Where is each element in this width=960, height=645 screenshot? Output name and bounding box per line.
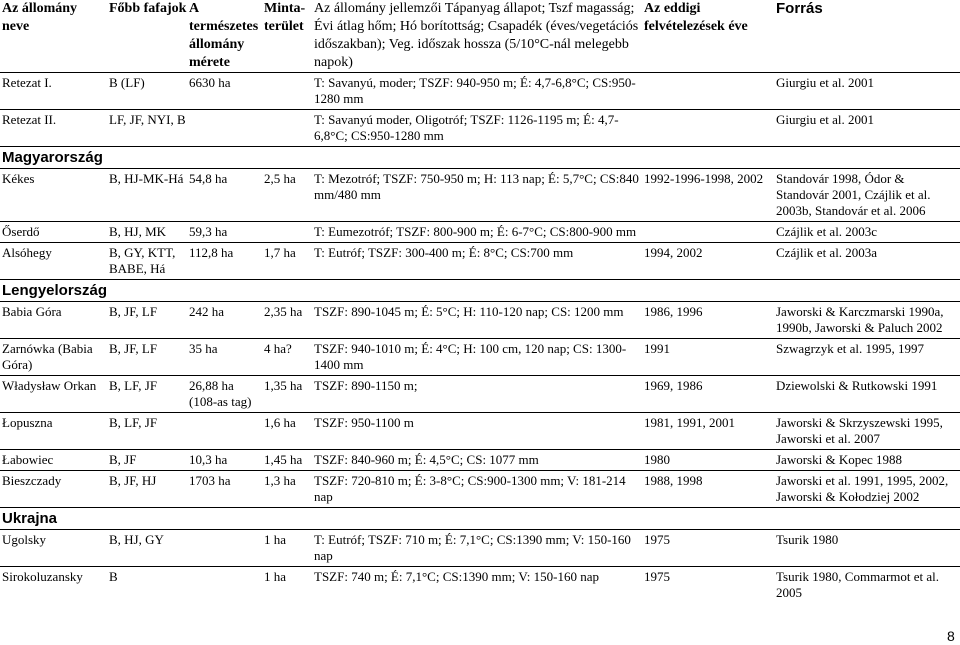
cell-stand-size: 242 ha <box>187 302 262 339</box>
cell-stand-size: 54,8 ha <box>187 169 262 222</box>
cell-characteristics: TSZF: 720-810 m; É: 3-8°C; CS:900-1300 mm; V: 181-214 nap <box>312 471 642 508</box>
header-sample-area: Minta-terület <box>264 1 306 34</box>
cell-stand-name: Alsóhegy <box>0 243 107 280</box>
cell-sample-area: 2,35 ha <box>262 302 312 339</box>
table-header <box>0 0 960 73</box>
cell-sample-area: 1,3 ha <box>262 471 312 508</box>
cell-stand-name: Őserdő <box>0 222 107 243</box>
cell-source: Szwagrzyk et al. 1995, 1997 <box>774 339 960 376</box>
cell-stand-size: 6630 ha <box>189 75 231 90</box>
cell-survey-years: 1975 <box>642 530 774 567</box>
country-label: Lengyelország <box>0 280 960 302</box>
cell-main-species: B, GY, KTT, BABE, Há <box>107 243 187 280</box>
cell-source: Giurgiu et al. 2001 <box>774 110 960 147</box>
cell-survey-years: 1975 <box>642 567 774 604</box>
country-heading <box>0 147 960 169</box>
cell-sample-area: 1 ha <box>262 530 312 567</box>
cell-sample-area <box>262 222 312 243</box>
table-row <box>0 450 960 471</box>
cell-main-species: B, JF, LF <box>107 339 187 376</box>
cell-sample-area: 2,5 ha <box>262 169 312 222</box>
cell-characteristics: TSZF: 840-960 m; É: 4,5°C; CS: 1077 mm <box>312 450 642 471</box>
cell-characteristics: T: Eumezotróf; TSZF: 800-900 m; É: 6-7°C; CS:800-900 mm <box>312 222 642 243</box>
cell-survey-years <box>642 73 774 110</box>
cell-survey-years: 1988, 1998 <box>642 471 774 508</box>
cell-source: Giurgiu et al. 2001 <box>776 75 874 90</box>
cell-stand-name: Władysław Orkan <box>0 376 107 413</box>
cell-stand-name: Łopuszna <box>0 413 107 450</box>
cell-main-species: B, LF, JF <box>107 413 187 450</box>
cell-stand-size <box>187 567 262 604</box>
cell-sample-area: 1 ha <box>262 567 312 604</box>
cell-survey-years <box>642 110 774 147</box>
cell-stand-name: Retezat I. <box>2 75 52 90</box>
table-row <box>0 169 960 222</box>
cell-stand-size: 10,3 ha <box>187 450 262 471</box>
table-row <box>0 110 960 147</box>
cell-stand-size: 35 ha <box>187 339 262 376</box>
cell-main-species: B <box>107 567 187 604</box>
table-body <box>0 73 960 604</box>
table-row <box>0 413 960 450</box>
cell-main-species: B, HJ, MK <box>107 222 187 243</box>
cell-characteristics: T: Savanyú moder, Oligotróf; TSZF: 1126-1195 m; É: 4,7-6,8°C; CS:950-1280 mm <box>312 110 642 147</box>
cell-main-species: B (LF) <box>109 75 145 90</box>
cell-source: Standovár 1998, Ódor & Standovár 2001, Czájlik et al. 2003b, Standovár et al. 2006 <box>774 169 960 222</box>
page-number: 8 <box>947 628 955 644</box>
country-label: Ukrajna <box>0 508 960 530</box>
header-characteristics: Az állomány jellemzői Tápanyag állapot; Tszf magasság; Évi átlag hőm; Hó borítottság; Csapadék (éves/vegetációs időszakban); Veg. időszak hossza (5/10°C-nál melegebb napok) <box>314 1 639 70</box>
cell-stand-size <box>187 110 262 147</box>
header-source: Forrás <box>776 0 823 17</box>
cell-sample-area: 1,35 ha <box>262 376 312 413</box>
cell-characteristics: T: Savanyú, moder; TSZF: 940-950 m; É: 4,7-6,8°C; CS:950-1280 mm <box>314 75 636 106</box>
header-stand-name: Az állomány neve <box>2 1 78 34</box>
cell-source: Jaworski & Karczmarski 1990a, 1990b, Jaworski & Paluch 2002 <box>774 302 960 339</box>
cell-stand-name: Retezat II. <box>0 110 107 147</box>
table-row <box>0 339 960 376</box>
cell-characteristics: TSZF: 890-1045 m; É: 5°C; H: 110-120 nap; CS: 1200 mm <box>312 302 642 339</box>
header-main-species: Főbb fafajok <box>109 1 187 16</box>
cell-stand-name: Babia Góra <box>0 302 107 339</box>
cell-stand-size: 26,88 ha (108-as tag) <box>187 376 262 413</box>
cell-characteristics: T: Mezotróf; TSZF: 750-950 m; H: 113 nap; É: 5,7°C; CS:840 mm/480 mm <box>312 169 642 222</box>
cell-source: Dziewolski & Rutkowski 1991 <box>774 376 960 413</box>
cell-survey-years: 1980 <box>642 450 774 471</box>
country-heading <box>0 508 960 530</box>
cell-survey-years: 1994, 2002 <box>642 243 774 280</box>
cell-stand-name: Łabowiec <box>0 450 107 471</box>
cell-characteristics: TSZF: 950-1100 m <box>312 413 642 450</box>
table-row <box>0 376 960 413</box>
cell-source: Jaworski et al. 1991, 1995, 2002, Jaworski & Kołodziej 2002 <box>774 471 960 508</box>
cell-main-species: B, LF, JF <box>107 376 187 413</box>
cell-survey-years: 1969, 1986 <box>642 376 774 413</box>
cell-stand-size: 1703 ha <box>187 471 262 508</box>
cell-characteristics: T: Eutróf; TSZF: 300-400 m; É: 8°C; CS:700 mm <box>312 243 642 280</box>
table-row <box>0 471 960 508</box>
cell-survey-years: 1986, 1996 <box>642 302 774 339</box>
table-row <box>0 302 960 339</box>
cell-sample-area: 1,45 ha <box>262 450 312 471</box>
cell-stand-name: Sirokoluzansky <box>0 567 107 604</box>
cell-main-species: B, HJ, GY <box>107 530 187 567</box>
cell-survey-years <box>642 222 774 243</box>
cell-sample-area <box>262 110 312 147</box>
cell-main-species: B, JF, HJ <box>107 471 187 508</box>
cell-sample-area: 1,7 ha <box>262 243 312 280</box>
cell-characteristics: T: Eutróf; TSZF: 710 m; É: 7,1°C; CS:1390 mm; V: 150-160 nap <box>312 530 642 567</box>
cell-stand-name: Bieszczady <box>0 471 107 508</box>
cell-stand-name: Zarnówka (Babia Góra) <box>0 339 107 376</box>
cell-source: Czájlik et al. 2003c <box>774 222 960 243</box>
cell-stand-size: 59,3 ha <box>187 222 262 243</box>
cell-stand-size <box>187 413 262 450</box>
cell-main-species: LF, JF, NYI, B <box>107 110 187 147</box>
cell-characteristics: TSZF: 890-1150 m; <box>312 376 642 413</box>
cell-survey-years: 1991 <box>642 339 774 376</box>
cell-survey-years: 1981, 1991, 2001 <box>642 413 774 450</box>
table-row <box>0 73 960 110</box>
cell-main-species: B, JF <box>107 450 187 471</box>
cell-sample-area: 4 ha? <box>262 339 312 376</box>
cell-characteristics: TSZF: 940-1010 m; É: 4°C; H: 100 cm, 120 nap; CS: 1300-1400 mm <box>312 339 642 376</box>
header-survey-years: Az eddigi felvételezések éve <box>644 1 748 34</box>
cell-survey-years: 1992-1996-1998, 2002 <box>642 169 774 222</box>
table-row <box>0 530 960 567</box>
cell-characteristics: TSZF: 740 m; É: 7,1°C; CS:1390 mm; V: 150-160 nap <box>312 567 642 604</box>
header-stand-size: A természetes állomány mérete <box>189 1 259 70</box>
cell-stand-size: 112,8 ha <box>187 243 262 280</box>
cell-sample-area <box>262 73 312 110</box>
cell-stand-name: Ugolsky <box>0 530 107 567</box>
table-row <box>0 222 960 243</box>
table-row <box>0 243 960 280</box>
country-label: Magyarország <box>0 147 960 169</box>
cell-sample-area: 1,6 ha <box>262 413 312 450</box>
cell-source: Jaworski & Kopec 1988 <box>774 450 960 471</box>
cell-source: Tsurik 1980, Commarmot et al. 2005 <box>774 567 960 604</box>
cell-source: Czájlik et al. 2003a <box>774 243 960 280</box>
cell-main-species: B, JF, LF <box>107 302 187 339</box>
cell-stand-name: Kékes <box>0 169 107 222</box>
cell-stand-size <box>187 530 262 567</box>
country-heading <box>0 280 960 302</box>
table-row <box>0 567 960 604</box>
cell-source: Jaworski & Skrzyszewski 1995, Jaworski et al. 2007 <box>774 413 960 450</box>
cell-source: Tsurik 1980 <box>774 530 960 567</box>
cell-main-species: B, HJ-MK-Há <box>107 169 187 222</box>
